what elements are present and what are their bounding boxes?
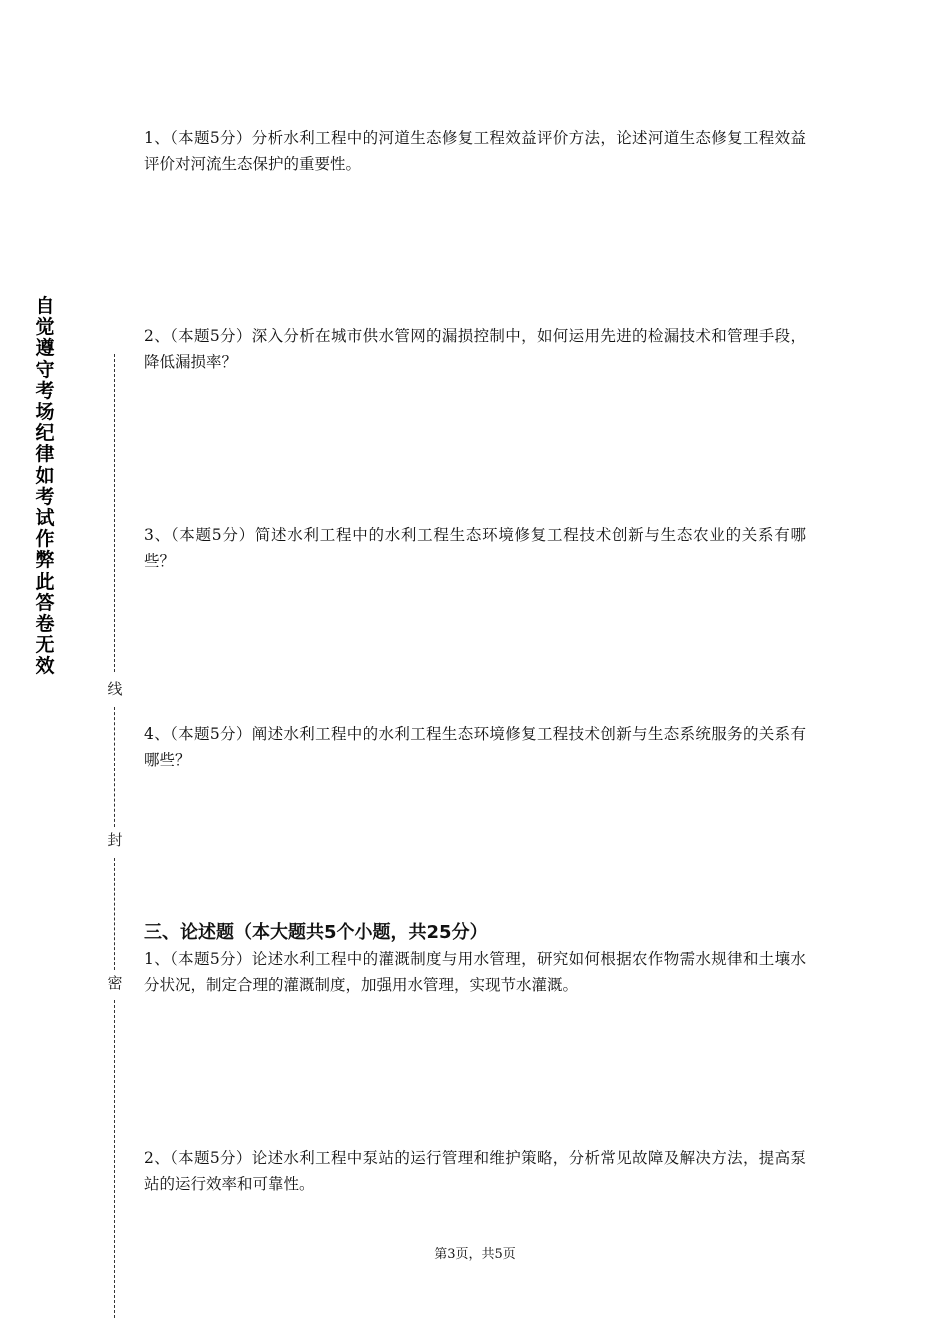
binding-mark-secret: 密 [107,974,123,992]
binding-line-segment [114,858,115,970]
binding-mark-line: 线 [107,680,123,698]
essay-question-1: 1、（本题5分）论述水利工程中的灌溉制度与用水管理，研究如何根据农作物需水规律和土壤水分状况，制定合理的灌溉制度，加强用水管理，实现节水灌溉。 [144,950,806,994]
page-number: 第3页，共5页 [434,1247,516,1262]
section-three-title: 三、论述题（本大题共5个小题，共25分） [144,922,488,943]
exam-discipline-notice: 自觉遵守考场纪律如考试作弊此答卷无效 [35,295,55,678]
binding-line-segment [114,707,115,827]
essay-question-2: 2、（本题5分）论述水利工程中泵站的运行管理和维护策略，分析常见故障及解决方法，提高泵站的运行效率和可靠性。 [144,1149,806,1193]
question-3: 3、（本题5分）简述水利工程中的水利工程生态环境修复工程技术创新与生态农业的关系有哪些？ [144,526,806,570]
binding-mark-seal: 封 [107,831,123,849]
question-2: 2、（本题5分）深入分析在城市供水管网的漏损控制中，如何运用先进的检漏技术和管理手段，降低漏损率？ [144,327,806,371]
question-4: 4、（本题5分）阐述水利工程中的水利工程生态环境修复工程技术创新与生态系统服务的关系有哪些？ [144,725,806,769]
binding-line-segment [114,1000,115,1318]
question-1: 1、（本题5分）分析水利工程中的河道生态修复工程效益评价方法，论述河道生态修复工程效益评价对河流生态保护的重要性。 [144,129,806,173]
binding-line-segment [114,354,115,672]
